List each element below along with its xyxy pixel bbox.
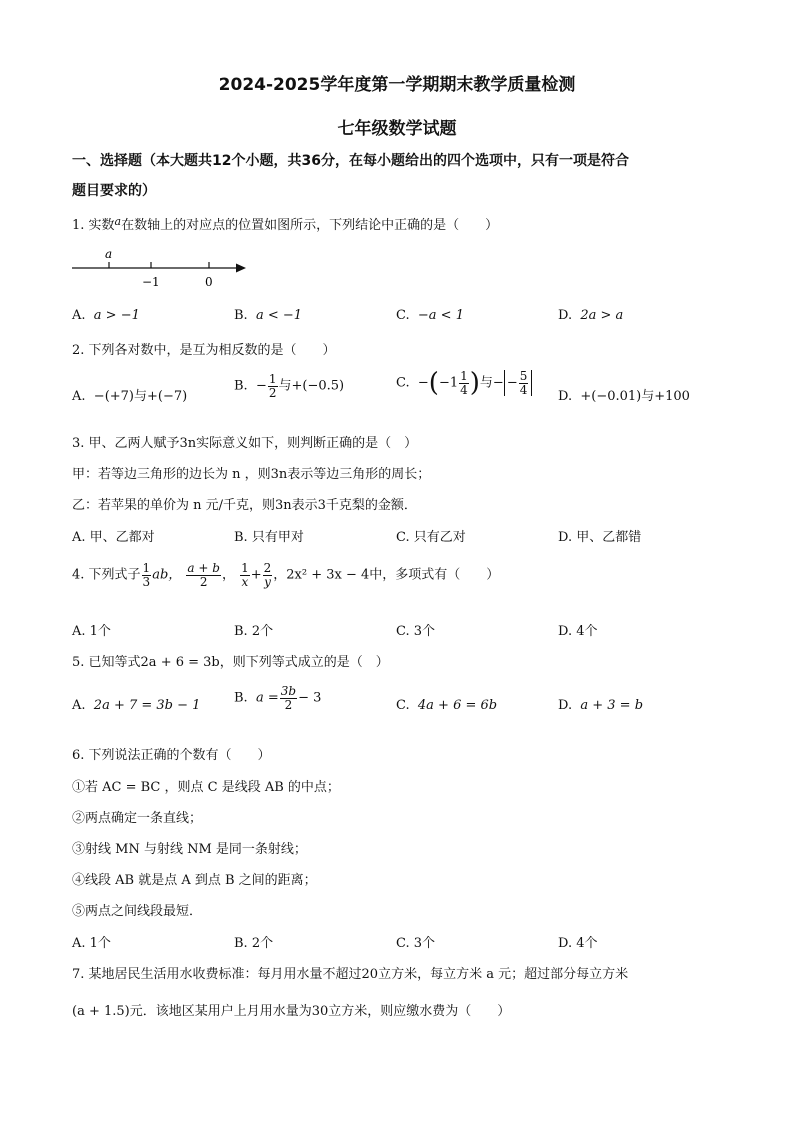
q6-option-a[interactable]: A. 1个 <box>72 936 111 951</box>
question-3-line-2: 乙：若苹果的单价为 n 元/千克，则3n表示3千克梨的金额． <box>72 498 417 513</box>
q5-option-a[interactable]: A. 2a + 7 = 3b − 1 <box>72 698 201 713</box>
question-7-stem-cont: (a + 1.5)元．该地区某用户上月用水量为30立方米，则应缴水费为（ ） <box>72 1004 511 1019</box>
label-minus1: −1 <box>142 275 160 289</box>
page-title: 2024-2025学年度第一学期期末教学质量检测 <box>218 75 576 95</box>
q4-option-a[interactable]: A. 1个 <box>72 624 111 639</box>
q4-option-d[interactable]: D. 4个 <box>558 624 598 639</box>
question-3-stem: 3. 甲、乙两人赋予3n实际意义如下，则判断正确的是（ ） <box>72 436 418 451</box>
q1-option-d[interactable]: D. 2a > a <box>558 308 624 323</box>
q4-option-b[interactable]: B. 2个 <box>234 624 274 639</box>
question-7-stem: 7. 某地居民生活用水收费标准：每月用水量不超过20立方米，每立方米 a 元；超过部分每立方米 <box>72 967 629 982</box>
q6-statement-3: ③射线 MN 与射线 NM 是同一条射线； <box>72 842 307 857</box>
q2-option-b[interactable]: B. − $\frac{1}{2}$ 与+(−0.5) <box>234 372 345 400</box>
q3-option-b[interactable]: B. 只有甲对 <box>234 530 304 545</box>
number-line <box>68 246 258 294</box>
q2-option-c[interactable]: C. −(−1 $\frac{1}{4}$ )与− − $\frac{5}{4}$ <box>396 370 532 396</box>
question-3-line-1: 甲：若等边三角形的边长为 n ，则3n表示等边三角形的周长； <box>72 467 431 482</box>
q4-option-c[interactable]: C. 3个 <box>396 624 436 639</box>
question-1-stem: 1. 实数$^a$在数轴上的对应点的位置如图所示，下列结论中正确的是（ ） <box>72 215 499 233</box>
page-subtitle: 七年级数学试题 <box>337 119 457 139</box>
question-6-stem: 6. 下列说法正确的个数有（ ） <box>72 748 271 763</box>
label-a: a <box>105 247 113 261</box>
q6-option-d[interactable]: D. 4个 <box>558 936 598 951</box>
section-heading-cont: 题目要求的） <box>72 183 156 199</box>
question-4-stem: 4. 下列式子 $\frac{1}{3}$ ab， $\frac{a + b}{2}$ ， $\frac{1}{x}$ + $\frac{2}{y}$ ，2x² + 3x − 4中，多项式有（ ） <box>72 561 500 589</box>
q1-option-a[interactable]: A. a > −1 <box>72 308 140 323</box>
q1-option-c[interactable]: C. −a < 1 <box>396 308 464 323</box>
q3-option-d[interactable]: D. 甲、乙都错 <box>558 530 642 545</box>
question-5-stem: 5. 已知等式2a + 6 = 3b，则下列等式成立的是（ ） <box>72 655 389 670</box>
q3-option-a[interactable]: A. 甲、乙都对 <box>72 530 155 545</box>
q6-statement-1: ①若 AC = BC ，则点 C 是线段 AB 的中点； <box>72 780 340 795</box>
q3-option-c[interactable]: C. 只有乙对 <box>396 530 466 545</box>
section-heading: 一、选择题（本大题共12个小题，共36分，在每小题给出的四个选项中，只有一项是符合 <box>72 153 629 169</box>
q5-option-d[interactable]: D. a + 3 = b <box>558 698 644 713</box>
q2-option-a[interactable]: A. −(+7)与+(−7) <box>72 389 188 404</box>
q1-option-b[interactable]: B. a < −1 <box>234 308 303 323</box>
q6-statement-5: ⑤两点之间线段最短． <box>72 904 203 919</box>
q6-statement-4: ④线段 AB 就是点 A 到点 B 之间的距离； <box>72 873 317 888</box>
q5-option-b[interactable]: B. a = $\frac{3b}{2}$ − 3 <box>234 684 322 712</box>
q6-option-c[interactable]: C. 3个 <box>396 936 436 951</box>
q5-option-c[interactable]: C. 4a + 6 = 6b <box>396 698 498 713</box>
label-0: 0 <box>205 275 213 289</box>
q2-option-d[interactable]: D. +(−0.01)与+100 <box>558 389 690 404</box>
q6-option-b[interactable]: B. 2个 <box>234 936 274 951</box>
arrow-icon <box>236 264 246 273</box>
question-2-stem: 2. 下列各对数中，是互为相反数的是（ ） <box>72 343 336 358</box>
q6-statement-2: ②两点确定一条直线； <box>72 811 203 826</box>
